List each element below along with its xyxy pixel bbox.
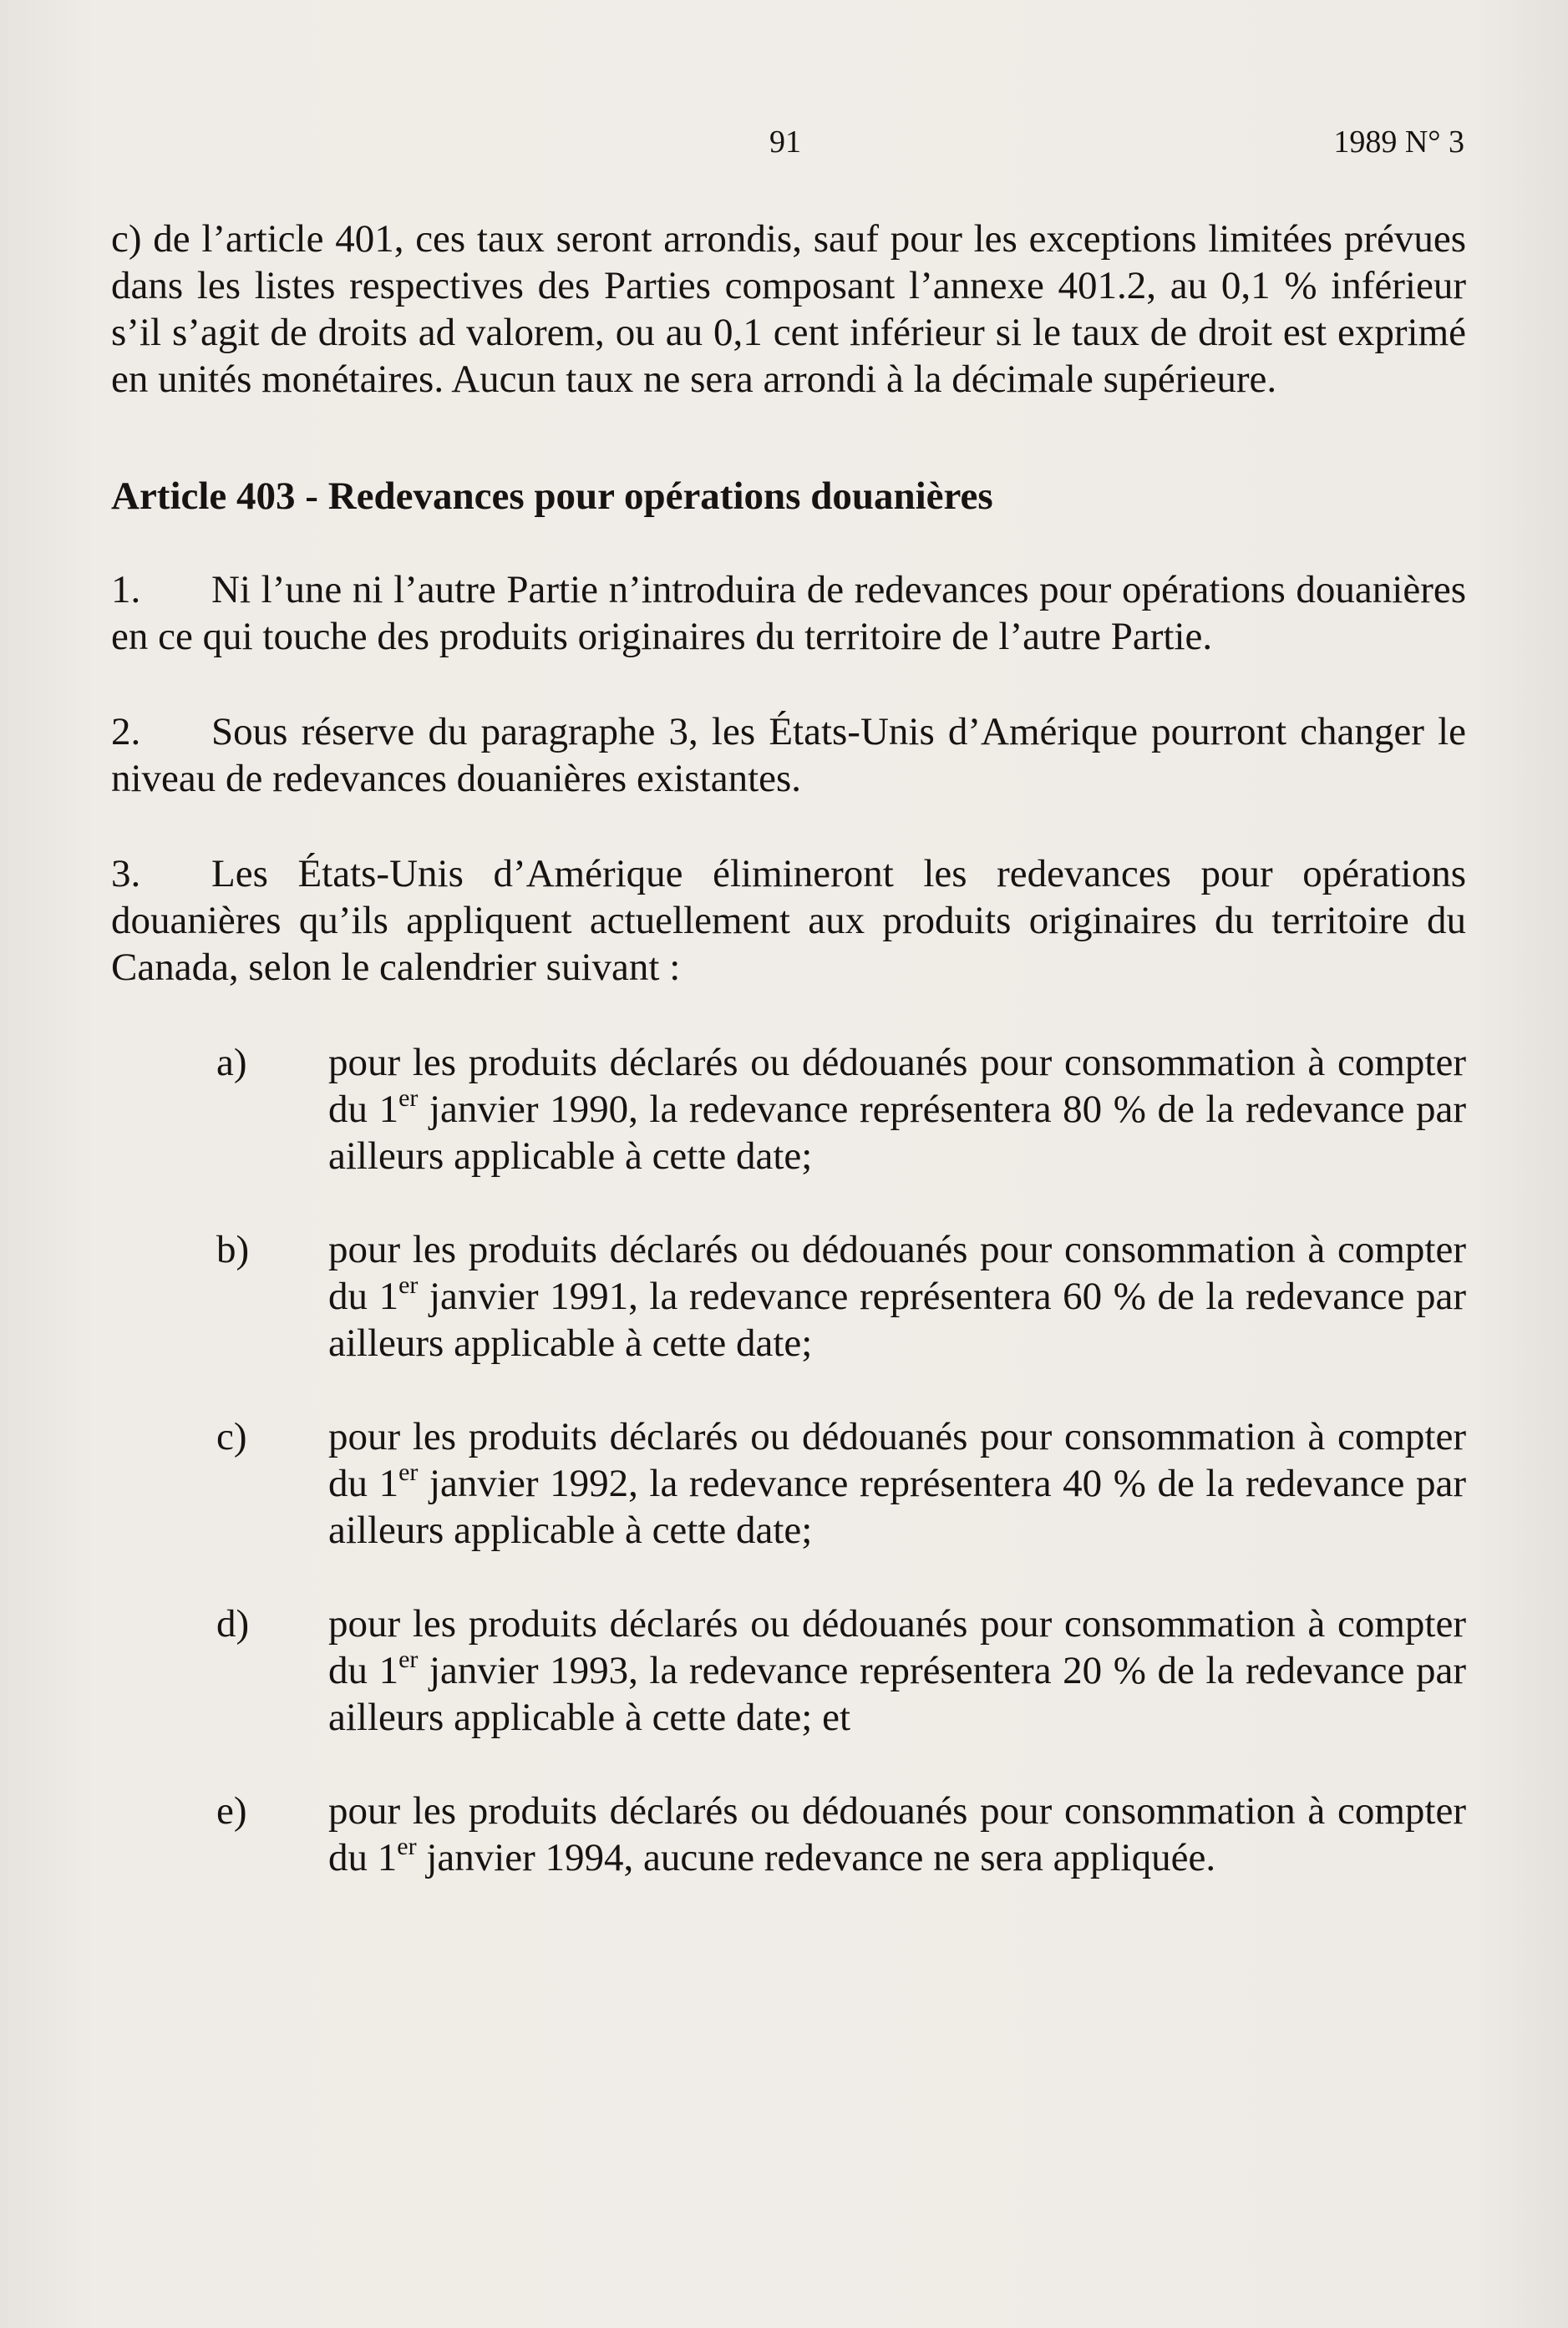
- page-number: 91: [769, 124, 801, 160]
- ordinal-superscript: er: [397, 1833, 417, 1861]
- paragraph-text: Ni l’une ni l’autre Partie n’introduira de redevances pour opérations douanières en ce qui touche des produits originaires du territoire de l’autre Partie.: [111, 568, 1466, 658]
- document-reference: 1989 N° 3: [1333, 124, 1464, 160]
- intro-paragraph: c) de l’article 401, ces taux seront arrondis, sauf pour les exceptions limitées prévues dans les listes respectives des Parties composant l’annexe 401.2, au 0,1 % inférieur s’il s’agit de droits ad valorem, ou au 0,1 cent inférieur si le taux de droit est exprimé en unités monétaires. Aucun taux ne sera arrondi à la décimale supérieure.: [111, 217, 1466, 401]
- item-letter: d): [216, 1602, 250, 1646]
- numbered-paragraph-3: [111, 850, 1466, 991]
- item-text-start: pour les produits déclarés ou dédouanés pour consommation à compter du 1: [328, 1602, 1466, 1692]
- ordinal-superscript: er: [398, 1458, 419, 1487]
- item-letter: e): [216, 1789, 247, 1833]
- item-text-end: janvier 1991, la redevance représentera 60 % de la redevance par ailleurs applicable à cette date;: [328, 1275, 1466, 1365]
- paragraph-number: 1.: [111, 568, 141, 611]
- item-text-end: janvier 1990, la redevance représentera 80 % de la redevance par ailleurs applicable à cette date;: [328, 1088, 1466, 1178]
- article-heading: Article 403 - Redevances pour opérations douanières: [111, 474, 993, 518]
- page-content: [111, 216, 1466, 1928]
- numbered-paragraph-2: [111, 708, 1466, 802]
- list-item: [111, 1600, 1466, 1741]
- item-text-start: pour les produits déclarés ou dédouanés pour consommation à compter du 1: [328, 1789, 1466, 1879]
- paragraph-text: Les États-Unis d’Amérique élimineront les redevances pour opérations douanières qu’ils appliquent actuellement aux produits originaires du territoire du Canada, selon le calendrier suivant :: [111, 852, 1466, 989]
- ordinal-superscript: er: [398, 1646, 419, 1674]
- list-item: [111, 1788, 1466, 1881]
- item-letter: c): [216, 1415, 247, 1458]
- item-letter: b): [216, 1228, 250, 1271]
- item-text-end: janvier 1994, aucune redevance ne sera appliquée.: [416, 1836, 1216, 1879]
- paragraph-number: 3.: [111, 852, 141, 895]
- list-item: [111, 1039, 1466, 1179]
- item-text-end: janvier 1993, la redevance représentera 20 % de la redevance par ailleurs applicable à cette date; et: [328, 1649, 1466, 1739]
- item-text-start: pour les produits déclarés ou dédouanés pour consommation à compter du 1: [328, 1041, 1466, 1131]
- list-item: [111, 1226, 1466, 1367]
- schedule-list: [111, 1039, 1466, 1881]
- paragraph-text: Sous réserve du paragraphe 3, les États-Unis d’Amérique pourront changer le niveau de redevances douanières existantes.: [111, 710, 1466, 800]
- item-text-start: pour les produits déclarés ou dédouanés pour consommation à compter du 1: [328, 1415, 1466, 1505]
- item-letter: a): [216, 1041, 247, 1084]
- ordinal-superscript: er: [398, 1271, 419, 1300]
- item-text-start: pour les produits déclarés ou dédouanés pour consommation à compter du 1: [328, 1228, 1466, 1318]
- item-text-end: janvier 1992, la redevance représentera 40 % de la redevance par ailleurs applicable à cette date;: [328, 1462, 1466, 1552]
- ordinal-superscript: er: [398, 1084, 419, 1113]
- page-header: [0, 124, 1568, 165]
- paragraph-number: 2.: [111, 710, 141, 753]
- list-item: [111, 1413, 1466, 1554]
- numbered-paragraph-1: [111, 566, 1466, 660]
